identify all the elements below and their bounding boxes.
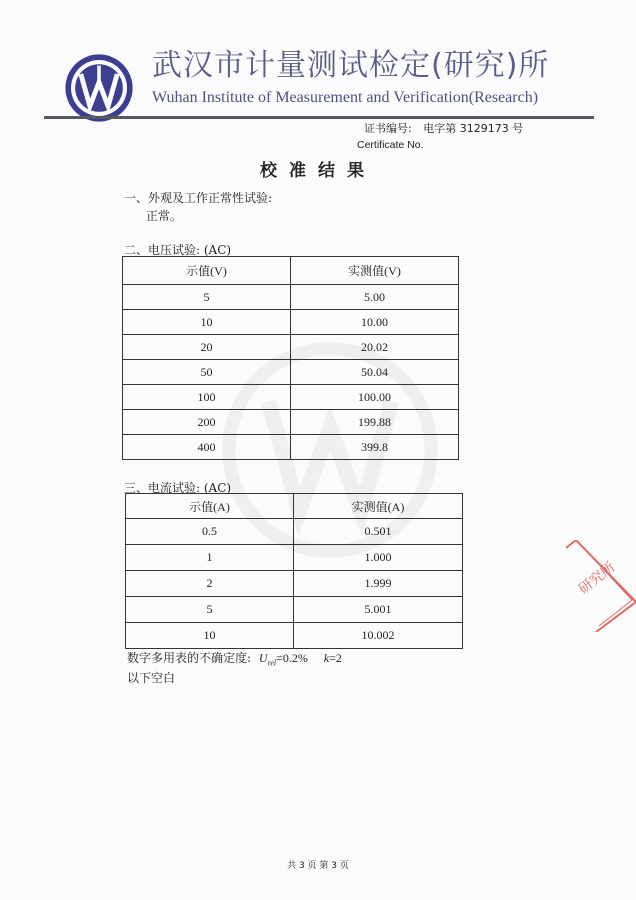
blank-note: 以下空白	[127, 671, 176, 685]
institute-logo-icon	[64, 53, 134, 123]
current-measured-value: 1.999	[294, 571, 463, 597]
current-table	[125, 493, 463, 649]
voltage-indicated-value: 50	[123, 360, 291, 385]
table-row	[126, 623, 463, 649]
voltage-header-cell: 示值(V)	[123, 257, 291, 285]
uncertainty-subscript: rel	[267, 658, 277, 668]
voltage-measured-value: 5.00	[291, 285, 459, 310]
current-header-row	[126, 494, 463, 519]
header-divider	[44, 116, 594, 119]
voltage-measured-value: 399.8	[291, 435, 459, 460]
current-heading: 三、电流试验: (AC)	[124, 481, 232, 495]
voltage-indicated-value: 20	[123, 335, 291, 360]
table-row	[123, 335, 459, 360]
k-symbol: k	[323, 651, 330, 665]
org-name-cn: 武汉市计量测试检定(研究)所	[152, 48, 550, 83]
current-indicated-value: 5	[126, 597, 294, 623]
uncertainty-line	[127, 650, 342, 671]
section1-heading: 一、外观及工作正常性试验:	[124, 191, 273, 205]
current-indicated-value: 10	[126, 623, 294, 649]
uncertainty-symbol: U	[258, 651, 268, 665]
voltage-header-cell: 实测值(V)	[291, 257, 459, 285]
official-seal-stamp	[566, 540, 636, 632]
voltage-measured-value: 20.02	[291, 335, 459, 360]
page-footer: 共 3 页 第 3 页	[287, 861, 349, 871]
current-header-cell: 实测值(A)	[294, 494, 463, 519]
current-indicated-value: 0.5	[126, 519, 294, 545]
voltage-measured-value: 50.04	[291, 360, 459, 385]
current-header-cell: 示值(A)	[126, 494, 294, 519]
current-measured-value: 0.501	[294, 519, 463, 545]
k-value: =2	[329, 651, 342, 665]
certificate-number-line	[364, 121, 523, 136]
table-row	[123, 385, 459, 410]
voltage-header-row	[123, 257, 459, 285]
stamp-text: 研究所	[575, 559, 619, 598]
table-row	[126, 519, 463, 545]
table-row	[126, 545, 463, 571]
voltage-heading: 二、电压试验: (AC)	[124, 243, 232, 257]
current-measured-value: 10.002	[294, 623, 463, 649]
table-row	[123, 360, 459, 385]
voltage-measured-value: 199.88	[291, 410, 459, 435]
voltage-indicated-value: 10	[123, 310, 291, 335]
uncertainty-value: =0.2%	[276, 651, 308, 665]
voltage-indicated-value: 400	[123, 435, 291, 460]
org-name-en: Wuhan Institute of Measurement and Verification(Research)	[152, 89, 539, 106]
current-indicated-value: 1	[126, 545, 294, 571]
current-measured-value: 5.001	[294, 597, 463, 623]
voltage-measured-value: 100.00	[291, 385, 459, 410]
current-measured-value: 1.000	[294, 545, 463, 571]
voltage-indicated-value: 200	[123, 410, 291, 435]
table-row	[123, 410, 459, 435]
voltage-indicated-value: 100	[123, 385, 291, 410]
page-title: 校准结果	[260, 161, 376, 181]
cert-number: 电字第 3129173 号	[423, 122, 524, 135]
section1-result: 正常。	[146, 209, 183, 223]
voltage-measured-value: 10.00	[291, 310, 459, 335]
uncertainty-prefix: 数字多用表的不确定度:	[127, 651, 252, 665]
current-indicated-value: 2	[126, 571, 294, 597]
table-row	[123, 285, 459, 310]
voltage-indicated-value: 5	[123, 285, 291, 310]
cert-label-cn: 证书编号:	[364, 122, 412, 135]
table-row	[126, 597, 463, 623]
table-row	[123, 435, 459, 460]
cert-label-en: Certificate No.	[357, 139, 424, 151]
voltage-table	[122, 256, 459, 460]
table-row	[126, 571, 463, 597]
table-row	[123, 310, 459, 335]
